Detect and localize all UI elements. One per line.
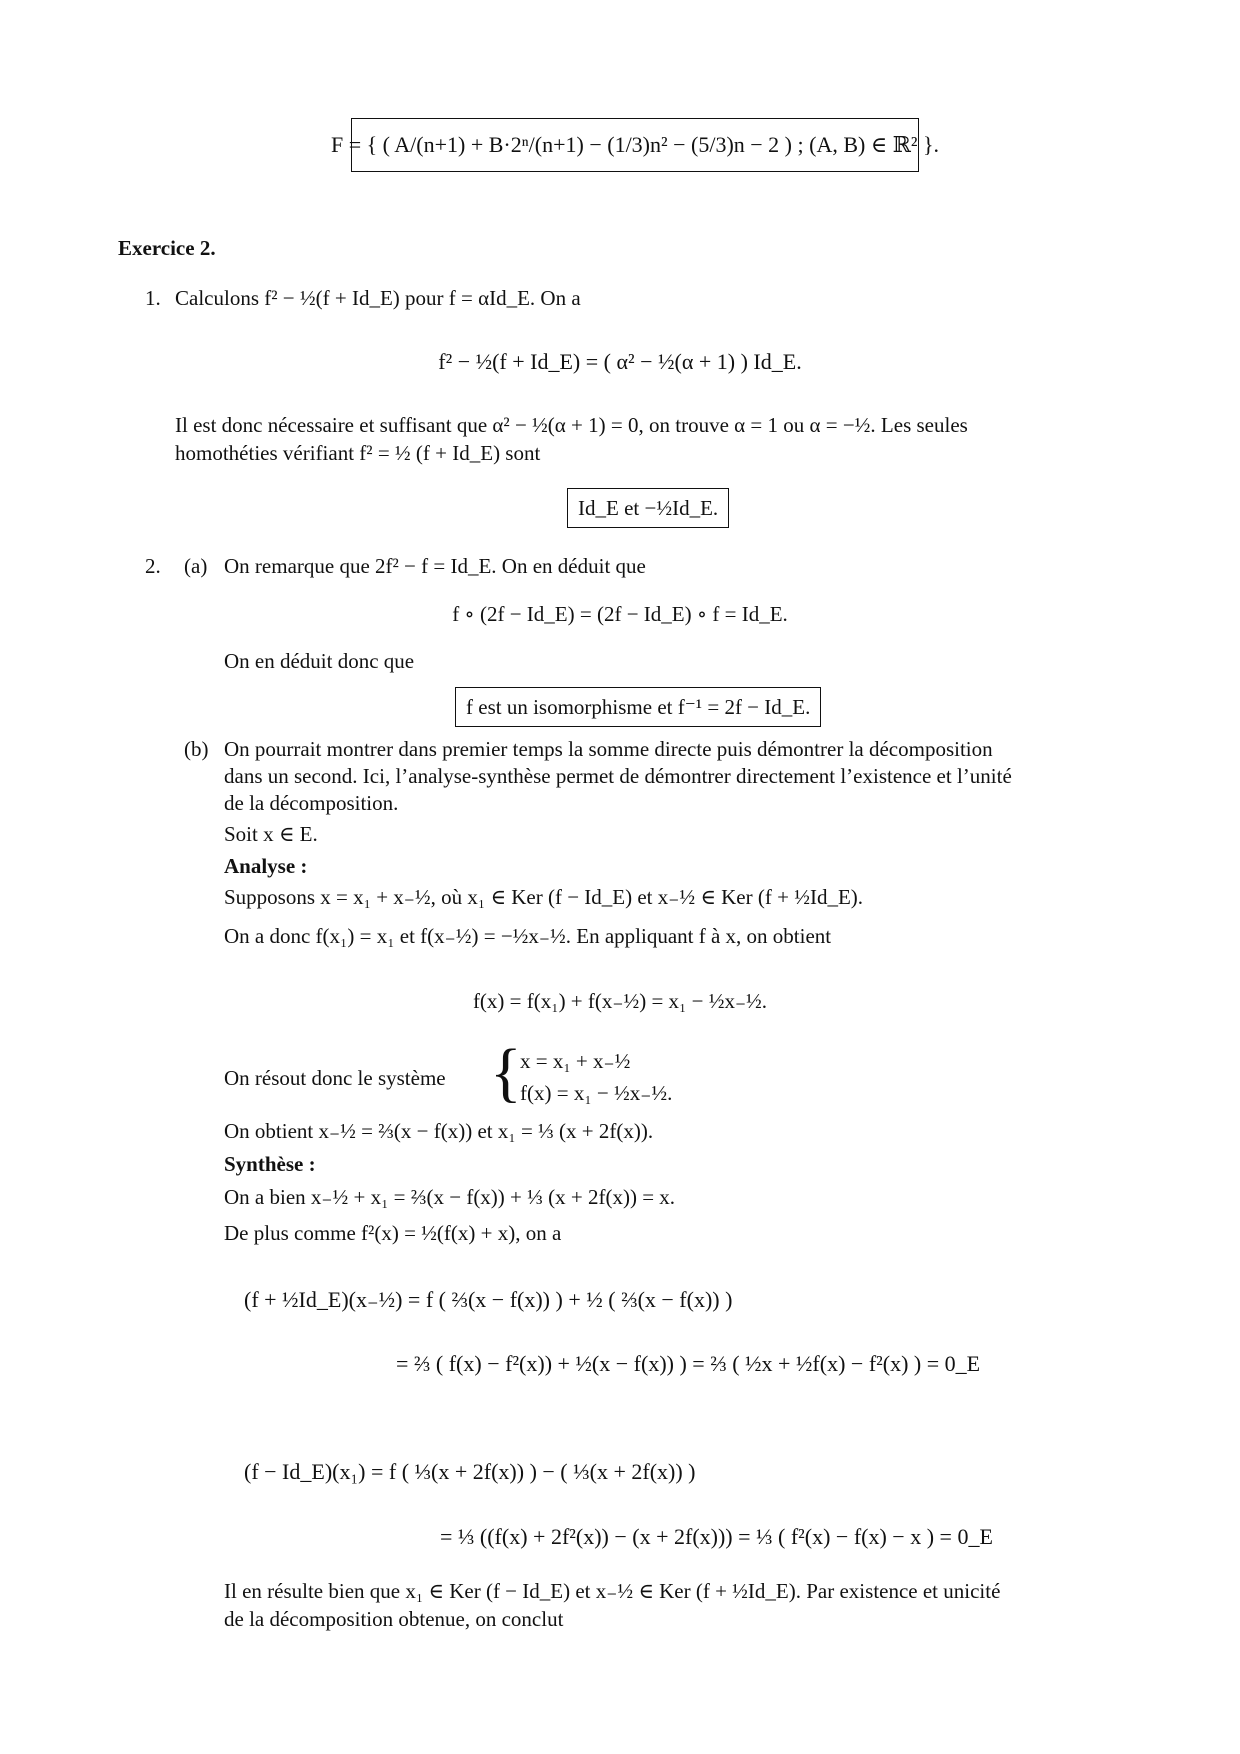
synthese-abien: On a bien x₋½ + x₁ = ⅔(x − f(x)) + ⅓ (x + 2f(x)) = x.: [224, 1185, 676, 1209]
item2-number: 2.: [145, 554, 161, 578]
analyse-equation: f(x) = f(x₁) + f(x₋½) = x₁ − ½x₋½.: [472, 989, 768, 1013]
item2b-label: (b): [184, 737, 209, 761]
item1-text-line1: Il est donc nécessaire et suffisant que α² − ½(α + 1) = 0, on trouve α = 1 ou α = −½. Les seules: [175, 413, 968, 437]
analyse-obtient: On obtient x₋½ = ⅔(x − f(x)) et x₁ = ⅓ (x + 2f(x)).: [224, 1119, 654, 1143]
header-formula: F = { ( A/(n+1) + B·2ⁿ/(n+1) − (1/3)n² − (5/3)n − 2 ) ; (A, B) ∈ ℝ² }.: [330, 132, 940, 157]
analyse-ona: On a donc f(x₁) = x₁ et f(x₋½) = −½x₋½. En appliquant f à x, on obtient: [224, 924, 832, 948]
item2a-text: On en déduit donc que: [224, 649, 415, 673]
synthese-heading: Synthèse :: [224, 1152, 316, 1176]
item2a-boxed-result: [455, 687, 821, 727]
systeme-brace: {: [490, 1036, 522, 1109]
item2b-soit: Soit x ∈ E.: [224, 822, 318, 846]
header-formula-box: [330, 118, 940, 172]
conclusion-line2: de la décomposition obtenue, on conclut: [224, 1607, 564, 1631]
systeme-row2: f(x) = x₁ − ½x₋½.: [520, 1081, 673, 1105]
item1-intro: Calculons f² − ½(f + Id_E) pour f = αId_E. On a: [175, 286, 581, 310]
item1-equation: f² − ½(f + Id_E) = ( α² − ½(α + 1) ) Id_E.: [438, 349, 802, 374]
synthese-eqA-line2: = ⅔ ( f(x) − f²(x)) + ½(x − f(x)) ) = ⅔ ( ½x + ½f(x) − f²(x) ) = 0_E: [396, 1351, 981, 1376]
item1-text-line2: homothéties vérifiant f² = ½ (f + Id_E) sont: [175, 441, 541, 465]
synthese-eqA-line1: (f + ½Id_E)(x₋½) = f ( ⅔(x − f(x)) ) + ½ ( ⅔(x − f(x)) ): [244, 1287, 733, 1312]
item1-boxed-result: [567, 488, 729, 528]
exercise-title: Exercice 2.: [118, 236, 216, 260]
item2b-line1: On pourrait montrer dans premier temps la somme directe puis démontrer la décomposition: [224, 737, 993, 761]
synthese-eqB-line1: (f − Id_E)(x₁) = f ( ⅓(x + 2f(x)) ) − ( ⅓(x + 2f(x)) ): [244, 1459, 696, 1484]
systeme-row1: x = x₁ + x₋½: [520, 1049, 631, 1073]
item2a-intro: On remarque que 2f² − f = Id_E. On en déduit que: [224, 554, 646, 578]
item2a-boxed-text: f est un isomorphisme et f⁻¹ = 2f − Id_E.: [466, 694, 811, 719]
item2a-equation: f ∘ (2f − Id_E) = (2f − Id_E) ∘ f = Id_E.: [452, 602, 788, 626]
conclusion-line1: Il en résulte bien que x₁ ∈ Ker (f − Id_E) et x₋½ ∈ Ker (f + ½Id_E). Par existence et unicité: [224, 1579, 1001, 1603]
item1-number: 1.: [145, 286, 161, 310]
item2b-line2: dans un second. Ici, l’analyse-synthèse permet de démontrer directement l’existence et l’unité: [224, 764, 1012, 788]
systeme-label: On résout donc le système: [224, 1066, 446, 1090]
item1-boxed-text: Id_E et −½Id_E.: [578, 495, 719, 520]
analyse-heading: Analyse :: [224, 854, 308, 878]
analyse-suppose: Supposons x = x₁ + x₋½, où x₁ ∈ Ker (f − Id_E) et x₋½ ∈ Ker (f + ½Id_E).: [224, 885, 864, 909]
synthese-eqB-line2: = ⅓ ((f(x) + 2f²(x)) − (x + 2f(x))) = ⅓ ( f²(x) − f(x) − x ) = 0_E: [440, 1524, 993, 1549]
item2b-line3: de la décomposition.: [224, 791, 399, 815]
item2a-label: (a): [184, 554, 208, 578]
synthese-deplus: De plus comme f²(x) = ½(f(x) + x), on a: [224, 1221, 562, 1245]
